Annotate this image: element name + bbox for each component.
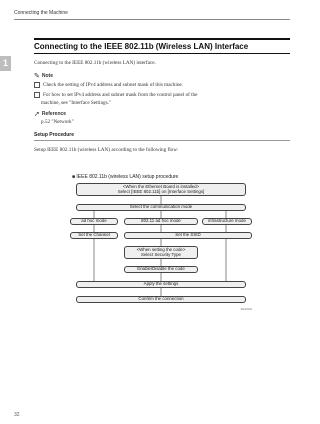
box-enable-code: Enable/Disable the code xyxy=(124,266,198,273)
note-heading xyxy=(34,72,53,80)
title-rule-top xyxy=(34,38,290,40)
code-line-1: <When setting the code> xyxy=(136,246,186,252)
bullet-square-icon: ■ xyxy=(72,174,77,180)
note-pencil-icon: ✎ xyxy=(34,72,40,80)
note-item-2 xyxy=(34,92,197,98)
box-80211-adhoc-mode: 802.11 ad hoc mode xyxy=(124,218,198,225)
installed-line-1: <When the Ethernet Board is installed> xyxy=(122,183,200,189)
page-number: 32 xyxy=(14,412,20,418)
box-set-ssid: Set the SSID xyxy=(124,232,252,239)
box-select-interface xyxy=(76,183,246,196)
chapter-tab: 1 xyxy=(0,56,11,71)
section-title: Connecting to the IEEE 802.11b (Wireless LAN) Interface xyxy=(34,42,249,51)
header-rule xyxy=(14,19,290,20)
title-rule-bottom xyxy=(34,53,290,54)
reference-heading xyxy=(34,110,66,118)
box-infrastructure-mode: infrastructure mode xyxy=(202,218,252,225)
reference-link[interactable]: p.52 "Network" xyxy=(41,119,74,125)
code-line-2: Select Security Type xyxy=(141,251,181,257)
running-head: Connecting the Machine xyxy=(14,10,68,16)
intro-text: Connecting to the IEEE 802.11b (wireless LAN) interface. xyxy=(34,60,156,66)
setup-rule xyxy=(34,140,290,141)
note-heading-label: Note xyxy=(41,73,53,79)
box-select-security xyxy=(124,246,198,259)
figure-id: ZGGH011 xyxy=(240,308,252,311)
setup-flow-diagram xyxy=(68,170,254,366)
box-confirm-connection: Confirm the connection xyxy=(76,296,246,303)
diagram-title-text: IEEE 802.11b (wireless LAN) setup procedure xyxy=(76,174,179,180)
diagram-title xyxy=(72,174,178,180)
note-item-1-text: Check the setting of IPv4 address and subnet mask of this machine. xyxy=(43,82,184,89)
box-adhoc-mode: ad hoc mode xyxy=(70,218,118,225)
checkbox-icon xyxy=(34,92,40,98)
note-item-1 xyxy=(34,82,183,88)
box-set-channel: Set the Channel xyxy=(70,232,118,239)
box-apply-settings: Apply the settings xyxy=(76,281,246,288)
setup-text: Setup IEEE 802.11b (wireless LAN) according to the following flow: xyxy=(34,147,179,153)
reference-arrow-icon: ➚ xyxy=(34,110,40,118)
checkbox-icon xyxy=(34,82,40,88)
reference-heading-label: Reference xyxy=(41,111,67,117)
note-item-2-cont: machine, see "Interface Settings." xyxy=(41,100,112,106)
box-select-mode: Select the communication mode xyxy=(76,204,246,211)
installed-line-2: Select [IEEE 802.11b] on [Interface Settings] xyxy=(117,188,205,194)
setup-heading: Setup Procedure xyxy=(34,132,75,138)
note-item-2-text: For how to set IPv4 address and subnet mask from the control panel of the xyxy=(43,92,198,99)
